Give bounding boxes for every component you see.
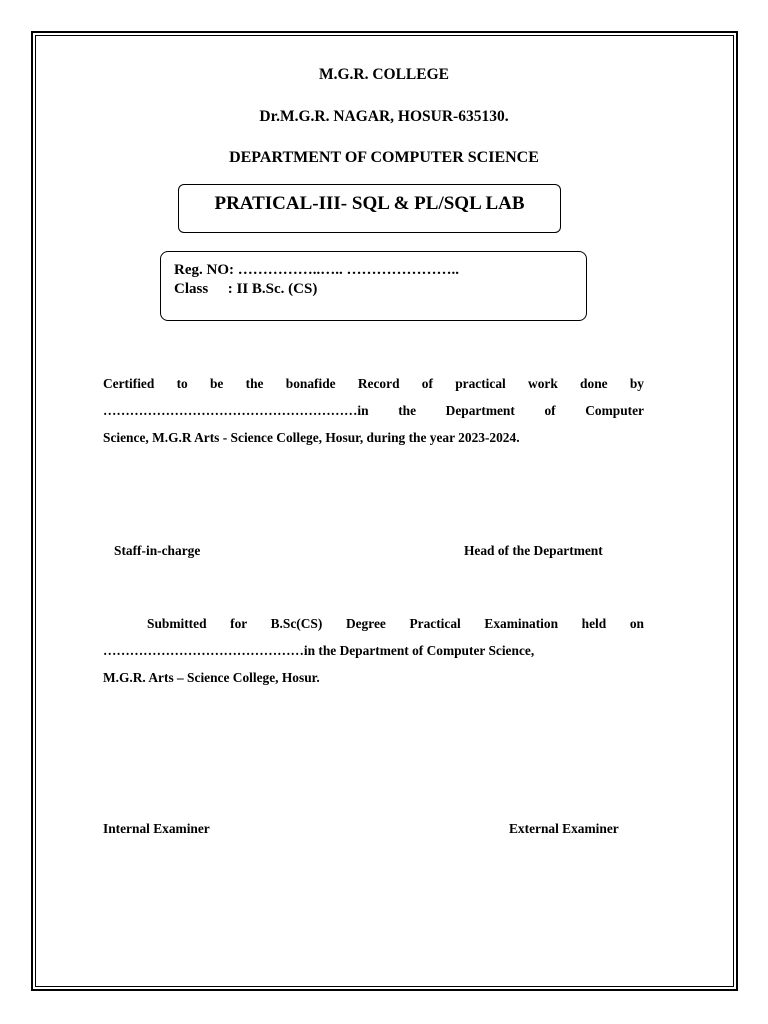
head-of-department-label: Head of the Department [464, 543, 603, 558]
registration-box [160, 251, 587, 321]
certificate-line-1: Certified to be the bonafide Record of practical work done by [103, 376, 644, 391]
college-name: M.G.R. COLLEGE [318, 66, 450, 83]
class-row [174, 280, 586, 299]
class-value: : II B.Sc. (CS) [227, 281, 318, 297]
submission-line-1 [103, 610, 644, 637]
reg-number-label: Reg. NO: [174, 262, 234, 278]
department-name: DEPARTMENT OF COMPUTER SCIENCE [229, 149, 539, 166]
college-address: Dr.M.G.R. NAGAR, HOSUR-635130. [259, 108, 509, 125]
submission-paragraph [103, 610, 644, 691]
certificate-line-2: …………………………………………………in the Department of Computer [103, 403, 644, 418]
reg-number-value: ……………..….. ………………….. [237, 262, 459, 278]
external-examiner-label: External Examiner [509, 821, 619, 836]
internal-examiner-label: Internal Examiner [103, 821, 210, 836]
lab-title: PRATICAL-III- SQL & PL/SQL LAB [214, 193, 525, 214]
lab-title-box [178, 184, 561, 233]
staff-in-charge-label: Staff-in-charge [114, 543, 201, 558]
certificate-line-3: Science, M.G.R Arts - Science College, Hosur, during the year 2023-2024. [103, 430, 520, 445]
page-border-inner [35, 35, 734, 987]
certificate-paragraph [103, 370, 644, 451]
class-label: Class [174, 281, 209, 297]
submission-line-2: ………………………………………in the Department of Computer Science, [103, 643, 535, 658]
reg-number-row [174, 261, 586, 280]
submission-line-3: M.G.R. Arts – Science College, Hosur. [103, 670, 320, 685]
submission-line-1-text: Submitted for B.Sc(CS) Degree Practical Examination held on [147, 616, 644, 631]
